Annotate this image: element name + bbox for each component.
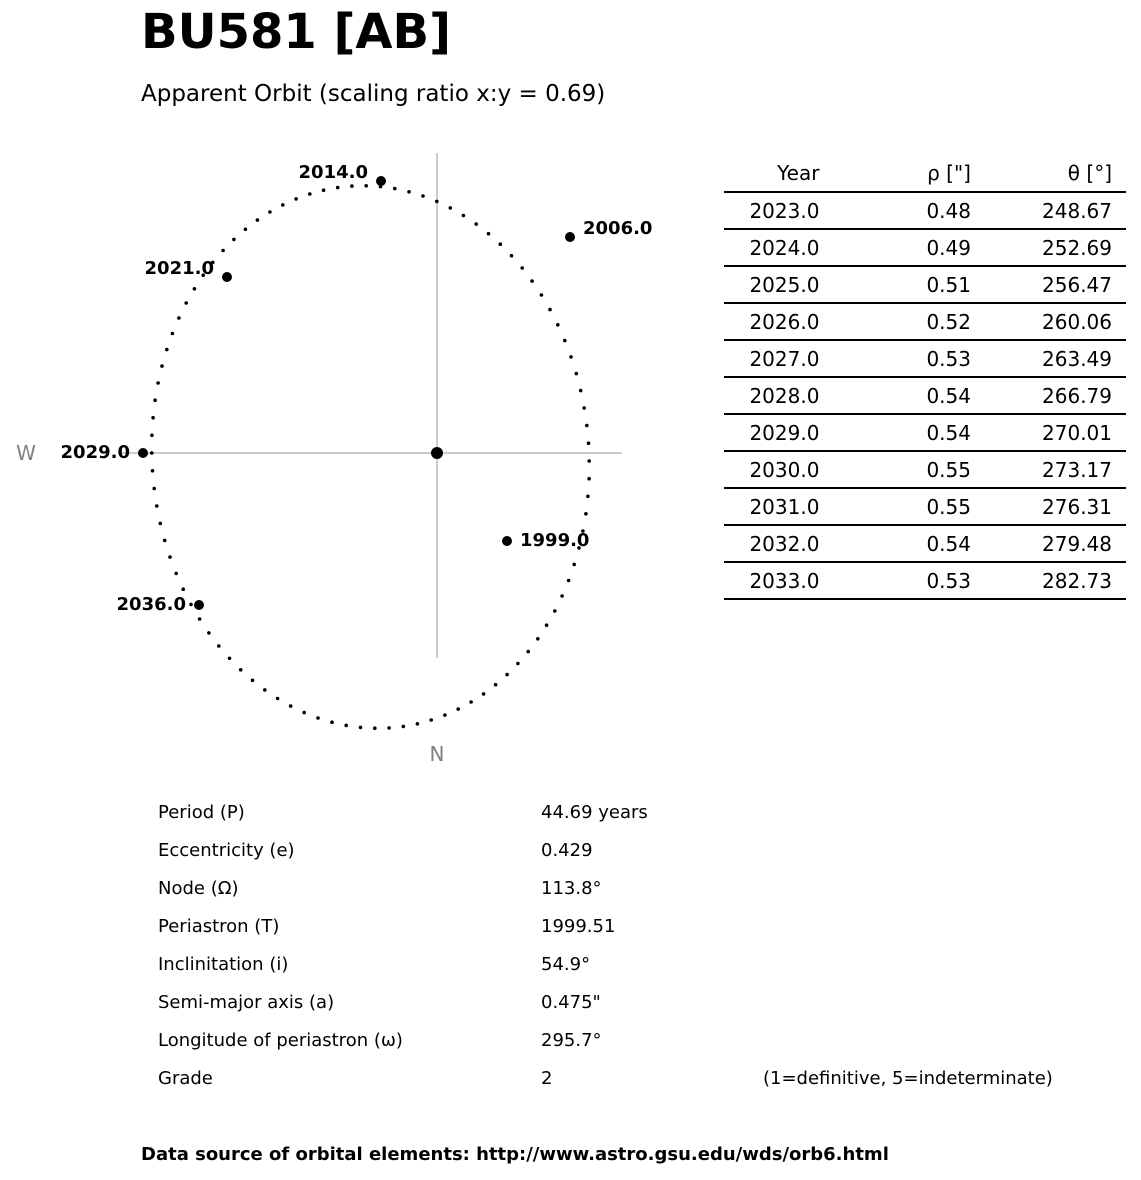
orbit-dot <box>373 726 377 730</box>
epoch-label: 2006.0 <box>583 218 653 239</box>
year-cell: 2032.0 <box>724 525 833 562</box>
year-cell: 2026.0 <box>724 303 833 340</box>
element-label: Longitude of periastron (ω) <box>158 1030 403 1051</box>
element-value: 1999.51 <box>541 916 616 937</box>
element-label: Inclinitation (i) <box>158 954 289 975</box>
element-value: 44.69 years <box>541 802 648 823</box>
epoch-label: 2036.0 <box>116 594 186 615</box>
orbit-dot <box>198 617 202 621</box>
orbit-dot <box>435 200 439 204</box>
orbit-dot <box>160 364 164 368</box>
orbit-dot <box>582 406 586 410</box>
rho-cell: 0.53 <box>833 340 985 377</box>
element-value: 0.475" <box>541 992 601 1013</box>
orbit-dot <box>239 668 243 672</box>
orbit-dot <box>171 332 175 336</box>
orbit-dot <box>151 469 155 473</box>
orbit-dot <box>482 692 486 696</box>
theta-cell: 260.06 <box>985 303 1126 340</box>
table-row <box>724 192 1126 229</box>
element-value: 0.429 <box>541 840 593 861</box>
orbit-dot <box>393 187 397 191</box>
element-label: Periastron (T) <box>158 916 280 937</box>
orbit-dot <box>232 238 236 242</box>
orbit-dot <box>556 323 560 327</box>
rho-cell: 0.49 <box>833 229 985 266</box>
orbit-dot <box>474 222 478 226</box>
orbit-dot <box>336 186 340 190</box>
orbit-dot <box>572 563 576 567</box>
orbit-dot <box>344 724 348 728</box>
orbit-dot <box>587 477 591 481</box>
year-cell: 2033.0 <box>724 562 833 599</box>
orbit-dot <box>181 587 185 591</box>
orbit-dot <box>402 725 406 729</box>
orbit-dot <box>520 266 524 270</box>
orbit-path <box>150 184 591 730</box>
table-row <box>724 377 1126 414</box>
epoch-marker <box>502 536 512 546</box>
orbit-dot <box>548 308 552 312</box>
epoch-marker <box>194 600 204 610</box>
element-value: 113.8° <box>541 878 602 899</box>
orbit-dot <box>330 720 334 724</box>
orbit-dot <box>193 287 197 291</box>
orbit-dot <box>540 293 544 297</box>
table-row <box>724 525 1126 562</box>
rho-cell: 0.54 <box>833 414 985 451</box>
orbit-dot <box>322 188 326 192</box>
orbit-dot <box>569 355 573 359</box>
orbit-dot <box>429 718 433 722</box>
page-title: BU581 [AB] <box>141 4 452 60</box>
year-cell: 2023.0 <box>724 192 833 229</box>
orbit-dot <box>177 316 181 320</box>
theta-cell: 252.69 <box>985 229 1126 266</box>
orbit-dot <box>263 688 267 692</box>
orbit-dot <box>228 657 232 661</box>
theta-cell: 266.79 <box>985 377 1126 414</box>
table-row <box>724 451 1126 488</box>
table-row <box>724 303 1126 340</box>
epoch-marker <box>565 232 575 242</box>
element-label: Grade <box>158 1068 213 1089</box>
element-value: 54.9° <box>541 954 591 975</box>
orbit-dot <box>350 184 354 188</box>
orbit-dot <box>563 339 567 343</box>
orbit-dot <box>217 644 221 648</box>
orbit-dot <box>585 424 589 428</box>
orbit-dot <box>302 711 306 715</box>
year-cell: 2031.0 <box>724 488 833 525</box>
orbit-dot <box>499 242 503 246</box>
compass-north-label: N <box>429 742 445 766</box>
orbit-dot <box>152 487 156 491</box>
year-cell: 2024.0 <box>724 229 833 266</box>
epoch-label: 2029.0 <box>60 442 130 463</box>
table-row <box>724 488 1126 525</box>
orbit-dot <box>536 637 540 641</box>
orbit-dot <box>153 398 157 402</box>
theta-cell: 263.49 <box>985 340 1126 377</box>
year-cell: 2029.0 <box>724 414 833 451</box>
rho-cell: 0.48 <box>833 192 985 229</box>
ephemeris-table <box>724 155 1126 600</box>
orbit-dot <box>289 704 293 708</box>
orbit-dot <box>456 707 460 711</box>
column-header-year: Year <box>724 155 833 192</box>
orbit-dot <box>165 348 169 352</box>
orbit-dot <box>545 623 549 627</box>
element-note: (1=definitive, 5=indeterminate) <box>763 1068 1053 1089</box>
orbit-dot <box>151 416 155 420</box>
orbit-dot <box>268 210 272 214</box>
orbit-dot <box>462 214 466 218</box>
ephemeris-header-row <box>724 155 1126 192</box>
orbit-dot <box>560 594 564 598</box>
year-cell: 2030.0 <box>724 451 833 488</box>
orbit-dot <box>294 197 298 201</box>
orbit-dot <box>505 673 509 677</box>
epoch-marker <box>376 176 386 186</box>
theta-cell: 248.67 <box>985 192 1126 229</box>
orbit-dot <box>586 495 590 499</box>
orbit-plot <box>0 0 720 780</box>
orbit-dot <box>256 218 260 222</box>
orbit-dot <box>387 726 391 730</box>
orbit-dot <box>407 190 411 194</box>
orbit-dot <box>443 713 447 717</box>
orbit-dot <box>416 722 420 726</box>
orbit-dot <box>449 206 453 210</box>
orbit-dot <box>163 539 167 543</box>
orbit-dot <box>584 512 588 516</box>
orbit-dot <box>244 228 248 232</box>
theta-cell: 270.01 <box>985 414 1126 451</box>
column-header-theta: θ [°] <box>985 155 1126 192</box>
orbit-dot <box>364 184 368 188</box>
table-row <box>724 229 1126 266</box>
table-row <box>724 562 1126 599</box>
compass-west-label: W <box>16 441 36 465</box>
table-row <box>724 414 1126 451</box>
orbit-dot <box>155 504 159 508</box>
theta-cell: 279.48 <box>985 525 1126 562</box>
orbit-dot <box>469 700 473 704</box>
orbit-dot <box>156 381 160 385</box>
orbit-dot <box>174 572 178 576</box>
orbit-dot <box>575 372 579 376</box>
rho-cell: 0.55 <box>833 451 985 488</box>
rho-cell: 0.54 <box>833 377 985 414</box>
orbit-dot <box>281 203 285 207</box>
epoch-marker <box>138 448 148 458</box>
table-row <box>724 266 1126 303</box>
orbit-dot <box>553 609 557 613</box>
element-value: 295.7° <box>541 1030 602 1051</box>
orbit-dot <box>150 434 154 438</box>
orbit-dot <box>159 522 163 526</box>
orbit-dot <box>221 249 225 253</box>
theta-cell: 276.31 <box>985 488 1126 525</box>
year-cell: 2027.0 <box>724 340 833 377</box>
orbit-dot <box>487 232 491 236</box>
epoch-label: 1999.0 <box>520 530 590 551</box>
primary-star-marker <box>431 447 443 459</box>
orbit-dot <box>251 679 255 683</box>
orbit-dot <box>168 555 172 559</box>
element-label: Period (P) <box>158 802 245 823</box>
orbit-dot <box>587 441 591 445</box>
column-header-rho: ρ ["] <box>833 155 985 192</box>
orbit-dot <box>516 662 520 666</box>
theta-cell: 282.73 <box>985 562 1126 599</box>
orbit-dot <box>308 192 312 196</box>
theta-cell: 273.17 <box>985 451 1126 488</box>
data-source-footer: Data source of orbital elements: http://www.astro.gsu.edu/wds/orb6.html <box>141 1144 889 1165</box>
element-label: Node (Ω) <box>158 878 239 899</box>
orbit-dot <box>494 683 498 687</box>
element-value: 2 <box>541 1068 553 1089</box>
rho-cell: 0.52 <box>833 303 985 340</box>
orbit-dot <box>184 301 188 305</box>
epoch-label: 2021.0 <box>144 258 214 279</box>
year-cell: 2028.0 <box>724 377 833 414</box>
orbit-dot <box>526 650 530 654</box>
theta-cell: 256.47 <box>985 266 1126 303</box>
orbit-dot <box>530 279 534 283</box>
rho-cell: 0.55 <box>833 488 985 525</box>
orbit-dot <box>359 726 363 730</box>
chart-subtitle: Apparent Orbit (scaling ratio x:y = 0.69) <box>141 81 606 107</box>
orbit-dot <box>510 254 514 258</box>
epoch-label: 2014.0 <box>298 162 368 183</box>
orbit-dot <box>421 194 425 198</box>
year-cell: 2025.0 <box>724 266 833 303</box>
table-row <box>724 340 1126 377</box>
orbit-dot <box>579 389 583 393</box>
epoch-marker <box>222 272 232 282</box>
element-label: Semi-major axis (a) <box>158 992 335 1013</box>
orbit-dot <box>316 716 320 720</box>
rho-cell: 0.53 <box>833 562 985 599</box>
orbit-dot <box>567 579 571 583</box>
orbit-dot <box>276 697 280 701</box>
element-label: Eccentricity (e) <box>158 840 295 861</box>
epoch-markers <box>61 162 653 615</box>
orbit-dot <box>189 603 193 607</box>
orbit-dot <box>587 459 591 463</box>
rho-cell: 0.54 <box>833 525 985 562</box>
rho-cell: 0.51 <box>833 266 985 303</box>
orbit-dot <box>150 451 154 455</box>
orbit-dot <box>207 631 211 635</box>
